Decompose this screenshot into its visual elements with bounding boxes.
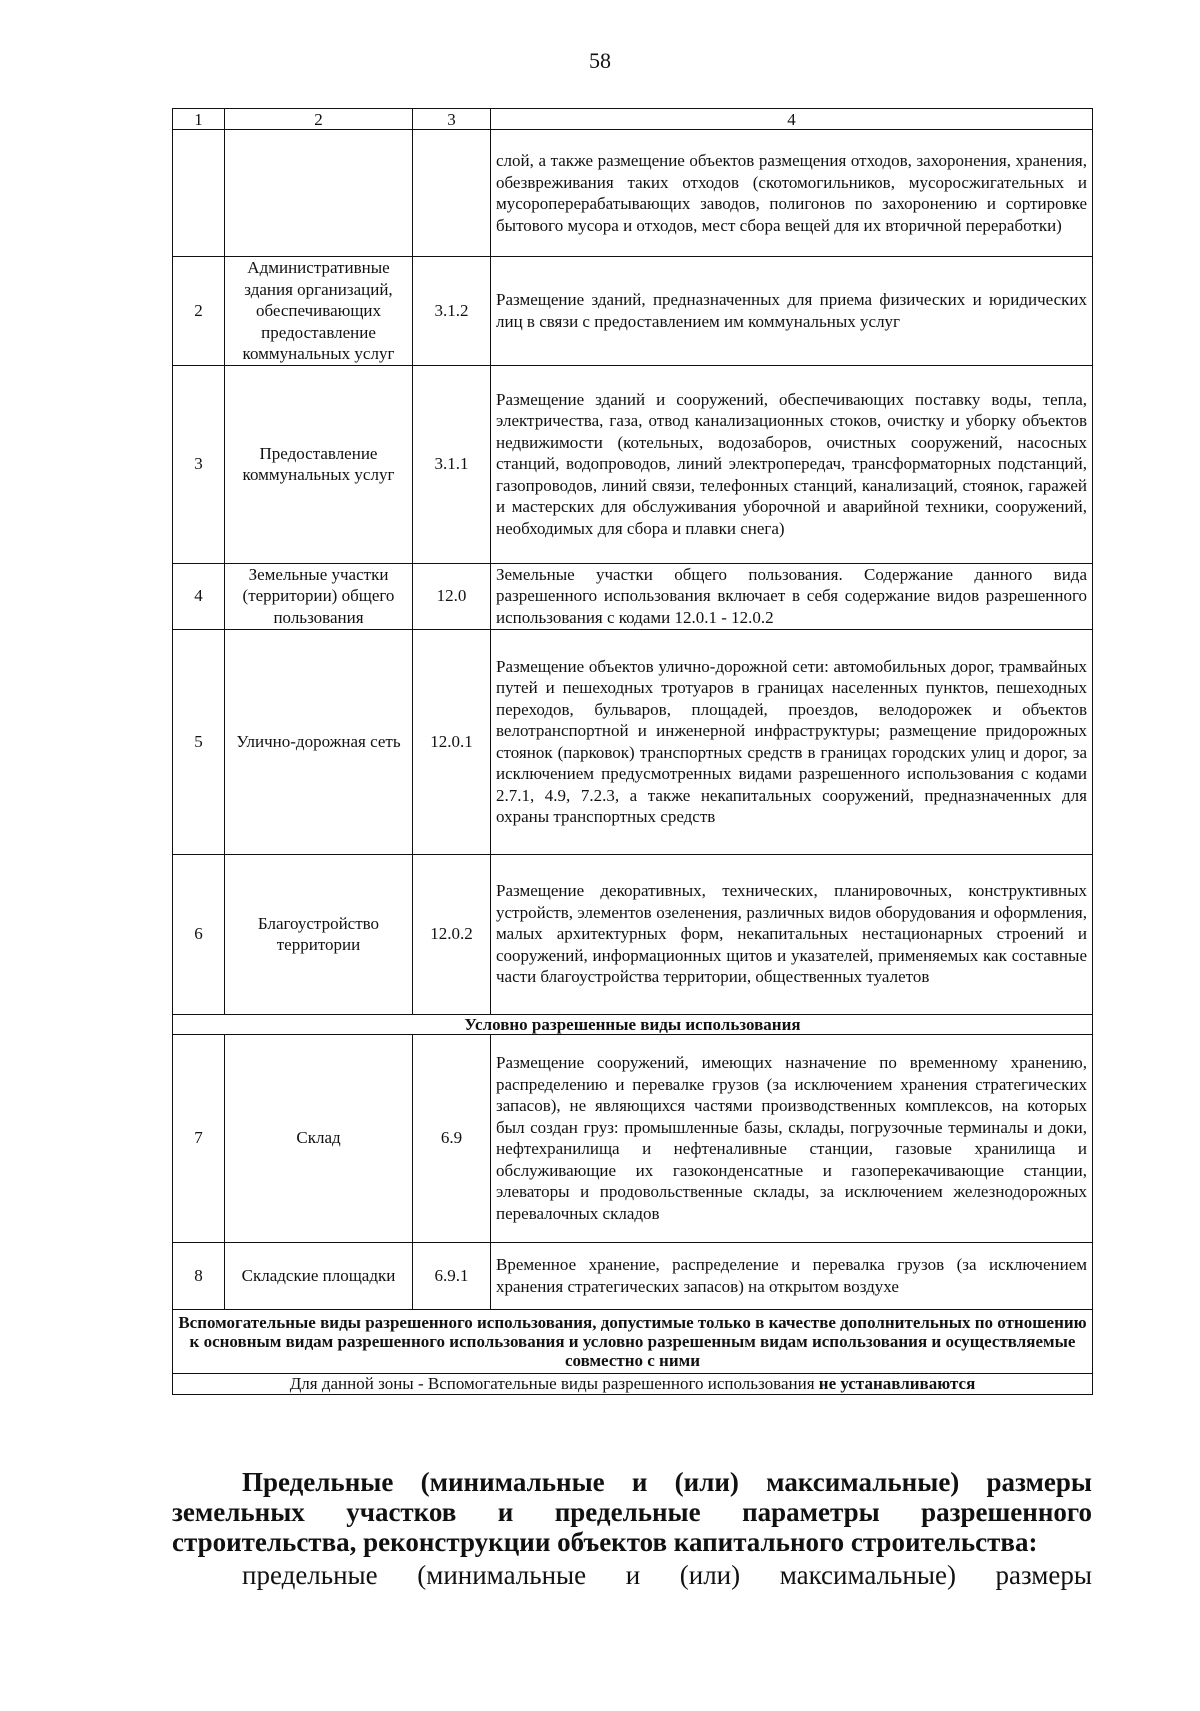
table-row [173,563,1093,629]
table-row [173,130,1093,257]
land-use-table [172,108,1093,1395]
row-number: 7 [173,1034,225,1242]
section-heading [172,1467,1092,1557]
use-type-name: Улично-дорожная сеть [225,629,413,854]
use-type-name: Административные здания организаций, обеспечивающих предоставление коммунальных услуг [225,257,413,366]
section-heading-row [173,1309,1093,1373]
section-heading-row [173,1014,1093,1034]
use-type-description: Размещение объектов улично-дорожной сети: автомобильных дорог, трамвайных путей и пешеходных тротуаров в границах населенных пунктов, пешеходных переходов, бульваров, площадей, проездов, велодорожек и объектов велотранспортной и инженерной инфраструктуры; размещение придорожных стоянок (парковок) транспортных средств в границах городских улиц и дорог, за исключением предусмотренных видами разрешенного использования с кодами 2.7.1, 4.9, 7.2.3, а также некапитальных сооружений, предназначенных для охраны транспортных средств [491,629,1093,854]
use-type-description: Размещение зданий и сооружений, обеспечивающих поставку воды, тепла, электричества, газа, отвод канализационных стоков, очистку и уборку объектов недвижимости (котельных, водозаборов, очистных сооружений, насосных станций, водопроводов, линий электропередач, трансформаторных подстанций, газопроводов, линий связи, телефонных станций, канализаций, стоянок, гаражей и мастерских для обслуживания уборочной и аварийной техники, сооружений, необходимых для сбора и плавки снега) [491,365,1093,563]
table-row [173,1242,1093,1309]
use-type-name: Складские площадки [225,1242,413,1309]
continuation-text: слой, а также размещение объектов размещения отходов, захоронения, хранения, обезвреживания таких отходов (скотомогильников, мусоросжигательных и мусороперерабатывающих заводов, полигонов по захоронению и сортировке бытового мусора и отходов, мест сбора вещей для их вторичной переработки) [491,130,1093,257]
section-heading-line: строительства, реконструкции объектов капитального строительства: [172,1527,1038,1557]
use-type-description: Размещение декоративных, технических, планировочных, конструктивных устройств, элементов озеленения, различных видов оборудования и оформления, малых архитектурных форм, некапитальных нестационарных строений и сооружений, информационных щитов и указателей, применяемых как составные части благоустройства территории, общественных туалетов [491,854,1093,1014]
use-type-description: Размещение сооружений, имеющих назначение по временному хранению, распределению и перевалке грузов (за исключением хранения стратегических запасов), не являющихся частями производственных комплексов, на которых был создан груз: промышленные базы, склады, погрузочные терминалы и доки, нефтехранилища и нефтеналивные станции, газовые хранилища и обслуживающие их газоконденсатные и газоперекачивающие станции, элеваторы и продовольственные склады, за исключением железнодорожных перевалочных складов [491,1034,1093,1242]
header-cell: 1 [173,109,225,130]
row-number: 3 [173,365,225,563]
auxiliary-note-bold: не устанавливаются [818,1373,976,1393]
header-cell: 4 [491,109,1093,130]
use-type-code: 3.1.2 [413,257,491,366]
row-number: 4 [173,563,225,629]
use-type-name: Предоставление коммунальных услуг [225,365,413,563]
use-type-description: Временное хранение, распределение и перевалка грузов (за исключением хранения стратегических запасов) на открытом воздухе [491,1242,1093,1309]
use-type-description: Земельные участки общего пользования. Содержание данного вида разрешенного использования включает в себя содержание видов разрешенного использования с кодами 12.0.1 - 12.0.2 [491,563,1093,629]
use-type-code: 6.9.1 [413,1242,491,1309]
page-number: 58 [589,48,611,73]
auxiliary-uses-heading: Вспомогательные виды разрешенного использования, допустимые только в качестве дополнительных по отношению к основным видам разрешенного использования и условно разрешенным видам использования и осуществляемые совместно с ними [173,1309,1093,1373]
row-number: 2 [173,257,225,366]
conditional-uses-heading: Условно разрешенные виды использования [173,1014,1093,1034]
use-type-code: 12.0.2 [413,854,491,1014]
use-type-code: 12.0 [413,563,491,629]
body-paragraph: предельные (минимальные и (или) максимальные) размеры [242,1560,1092,1590]
use-type-name: Земельные участки (территории) общего пользования [225,563,413,629]
table-row [173,1034,1093,1242]
auxiliary-note-prefix: Для данной зоны - Вспомогательные виды разрешенного использования [289,1373,815,1393]
use-type-code: 12.0.1 [413,629,491,854]
table-row [173,854,1093,1014]
table-row [173,257,1093,366]
section-heading-line: Предельные (минимальные и (или) максимальные) размеры [242,1467,1092,1497]
row-number: 8 [173,1242,225,1309]
use-type-name: Склад [225,1034,413,1242]
header-cell: 2 [225,109,413,130]
table-header-row [173,109,1093,130]
header-cell: 3 [413,109,491,130]
use-type-name: Благоустройство территории [225,854,413,1014]
note-row [173,1373,1093,1394]
use-type-description: Размещение зданий, предназначенных для приема физических и юридических лиц в связи с предоставлением им коммунальных услуг [491,257,1093,366]
row-number: 5 [173,629,225,854]
auxiliary-uses-note [173,1373,1093,1394]
use-type-code: 3.1.1 [413,365,491,563]
table-row [173,365,1093,563]
section-heading-line: земельных участков и предельные параметры разрешенного [172,1497,1092,1527]
table-row [173,629,1093,854]
use-type-code: 6.9 [413,1034,491,1242]
row-number: 6 [173,854,225,1014]
